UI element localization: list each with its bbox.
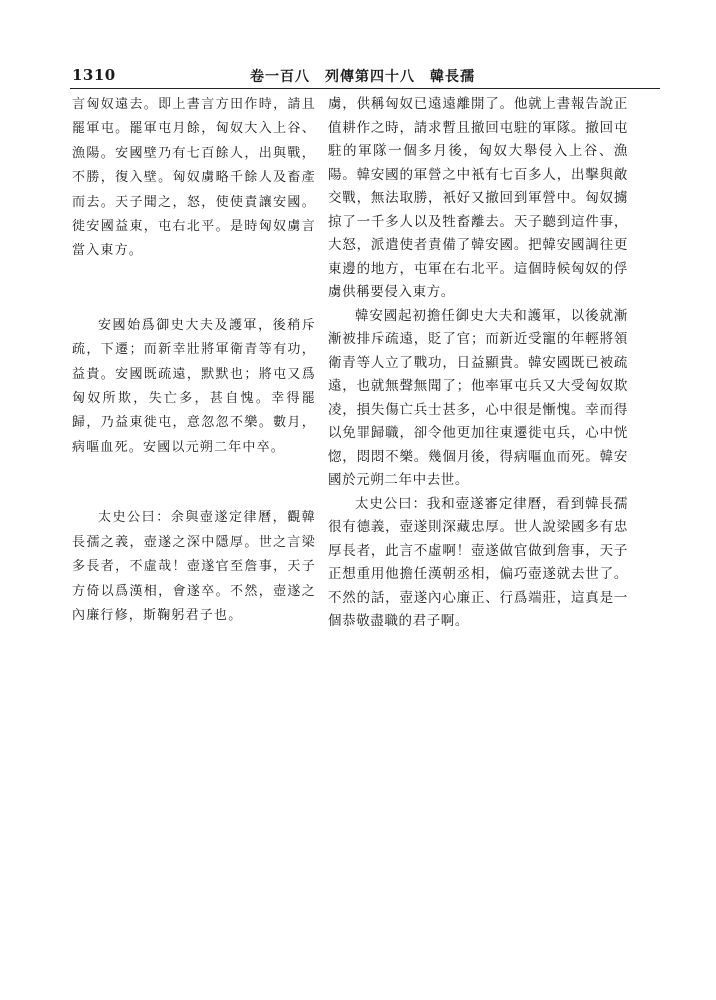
original-paragraph-3: 太史公曰：余與壺遂定律曆，觀韓長孺之義，壺遂之深中隱厚。世之言梁多長者，不虛哉！壺遂官至詹事，天子方倚以爲漢相，會遂卒。不然，壺遂之內廉行修，斯鞠躬君子也。 [72, 510, 316, 623]
translation-paragraph-2: 韓安國起初擔任御史大夫和護軍，以後就漸漸被排斥疏遠，貶了官；而新近受寵的年輕將領衛青等人立了戰功，日益顯貴。韓安國既已被疏遠，也就無聲無聞了；他率軍屯兵又大受匈奴欺凌，損失傷亡兵士甚多，心中很是慚愧。幸而得以免罪歸職，卻令他更加往東遷徙屯兵，心中恍惚，悶悶不樂。幾個月後，得病嘔血而死。韓安國於元朔二年中去世。 [328, 307, 628, 488]
running-head: 卷一百八 列傳第四十八 韓長孺 [250, 69, 475, 85]
translation-column [328, 93, 628, 634]
original-text-column [72, 93, 316, 628]
page-number: 1310 [72, 66, 116, 84]
translation-paragraph-1: 虜，供稱匈奴已遠遠離開了。他就上書報告說正值耕作之時，請求暫且撤回屯駐的軍隊。撤回屯駐的軍隊一個多月後，匈奴大舉侵入上谷、漁陽。韓安國的軍營之中衹有七百多人，出擊與敵交戰，無法取勝，衹好又撤回到軍營中。匈奴擄掠了一千多人以及牲畜離去。天子聽到這件事，大怒，派遣使者責備了韓安國。把韓安國調往更東邊的地方，屯軍在右北平。這個時候匈奴的俘虜供稱要侵入東方。 [328, 96, 628, 300]
translation-paragraph-3: 太史公曰：我和壺遂審定律曆，看到韓長孺很有德義，壺遂則深藏忠厚。世人說梁國多有忠厚長者，此言不虛啊！壺遂做官做到詹事，天子正想重用他擔任漢朝丞相，偏巧壺遂就去世了。不然的話，壺遂內心廉正、行爲端莊，這真是一個恭敬盡職的君子啊。 [328, 495, 628, 629]
original-paragraph-1: 言匈奴遠去。即上書言方田作時，請且罷軍屯。罷軍屯月餘，匈奴大入上谷、漁陽。安國壁乃有七百餘人，出與戰，不勝，復入壁。匈奴虜略千餘人及畜產而去。天子聞之，怒，使使責讓安國。徙安國益東，屯右北平。是時匈奴虜言當入東方。 [72, 97, 316, 259]
header-rule [70, 88, 660, 89]
original-paragraph-2: 安國始爲御史大夫及護軍，後稍斥疏，下遷；而新幸壯將軍衛青等有功，益貴。安國既疏遠，默默也；將屯又爲匈奴所欺，失亡多，甚自愧。幸得罷歸，乃益東徙屯，意忽忽不樂。數月，病嘔血死。安國以元朔二年中卒。 [72, 317, 316, 455]
